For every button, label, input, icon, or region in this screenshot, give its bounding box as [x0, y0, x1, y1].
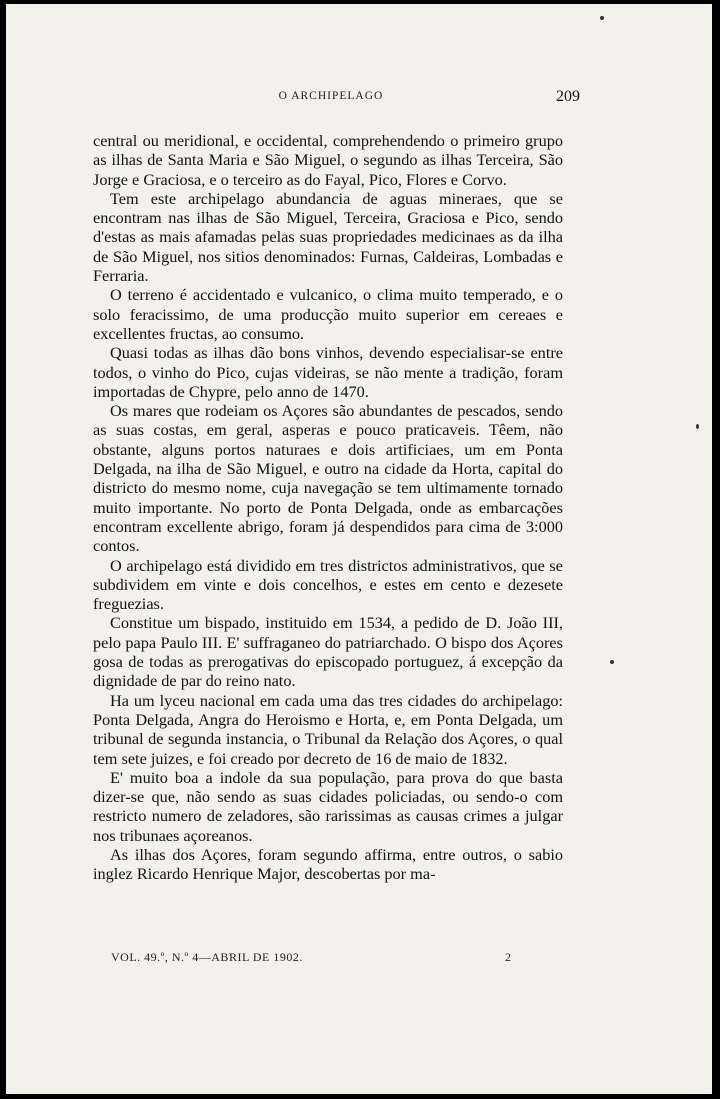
paragraph: Os mares que rodeiam os Açores são abundantes de pescados, sendo as suas costas, em geral, asperas e pouco praticaveis. Têem, não obstante, alguns portos naturaes e dois artificiaes, um em Ponta Delgada, na ilha de São Miguel, e outro na cidade da Horta, capital do districto do mesmo nome, cuja navegação se tem ultimamente tornado muito importante. No porto de Ponta Delgada, onde as embarcações encontram excellente abrigo, foram já despendidos para cima de 3:000 contos. [93, 401, 563, 556]
ink-speck [600, 16, 604, 20]
running-head [86, 88, 580, 114]
paragraph: Tem este archipelago abundancia de aguas mineraes, que se encontram nas ilhas de São Miguel, Terceira, Graciosa e Pico, sendo d'estas as mais afamadas pelas suas propriedades medicinaes as da ilha de São Miguel, nos sitios denominados: Furnas, Caldeiras, Lombadas e Ferraria. [93, 188, 563, 286]
book-page [6, 4, 712, 1094]
ink-speck [610, 660, 614, 664]
signature-mark: 2 [505, 950, 511, 964]
volume-line: VOL. 49.º, N.º 4—ABRIL DE 1902. [111, 950, 303, 964]
running-title: O ARCHIPELAGO [278, 90, 384, 102]
paragraph: Quasi todas as ilhas dão bons vinhos, devendo especialisar-se entre todos, o vinho do Pico, cujas videiras, se não mente a tradição, foram importadas de Chypre, pelo anno de 1470. [93, 343, 563, 401]
paragraph: Constitue um bispado, instituido em 1534, a pedido de D. João III, pelo papa Paulo III. E' suffraganeo do patriarchado. O bispo dos Açores gosa de todas as prerogativas do episcopado portuguez, á excepção da dignidade de par do reino nato. [93, 613, 563, 691]
page-number: 209 [556, 88, 580, 105]
paragraph: Ha um lyceu nacional em cada uma das tres cidades do archipelago: Ponta Delgada, Angra do Heroismo e Horta, e, em Ponta Delgada, um tribunal de segunda instancia, o Tribunal da Relação dos Açores, o qual tem sete juizes, e foi creado por decreto de 16 de maio de 1832. [93, 690, 563, 768]
paragraph: O archipelago está dividido em tres districtos administrativos, que se subdividem em vinte e dois concelhos, e estes em cento e dezesete freguezias. [93, 555, 563, 614]
ink-speck [696, 424, 699, 429]
paragraph: O terreno é accidentado e vulcanico, o clima muito temperado, e o solo feracissimo, de uma producção muito superior em cereaes e excellentes fructas, ao consumo. [93, 285, 563, 343]
footer [111, 950, 511, 970]
paragraph: As ilhas dos Açores, foram segundo affirma, entre outros, o sabio inglez Ricardo Henrique Major, descobertas por ma- [93, 844, 563, 884]
paragraph: central ou meridional, e occidental, comprehendendo o primeiro grupo as ilhas de Santa Maria e São Miguel, o segundo as ilhas Terceira, São Jorge e Graciosa, e o terceiro as do Fayal, Pico, Flores e Corvo. [93, 131, 563, 189]
body-text [93, 131, 563, 884]
paragraph: E' muito boa a indole da sua população, para prova do que basta dizer-se que, não sendo as suas cidades policiadas, ou sendo-o com restricto numero de zeladores, são rarissimas as causas crimes a julgar nos tribunaes açoreanos. [93, 767, 563, 845]
